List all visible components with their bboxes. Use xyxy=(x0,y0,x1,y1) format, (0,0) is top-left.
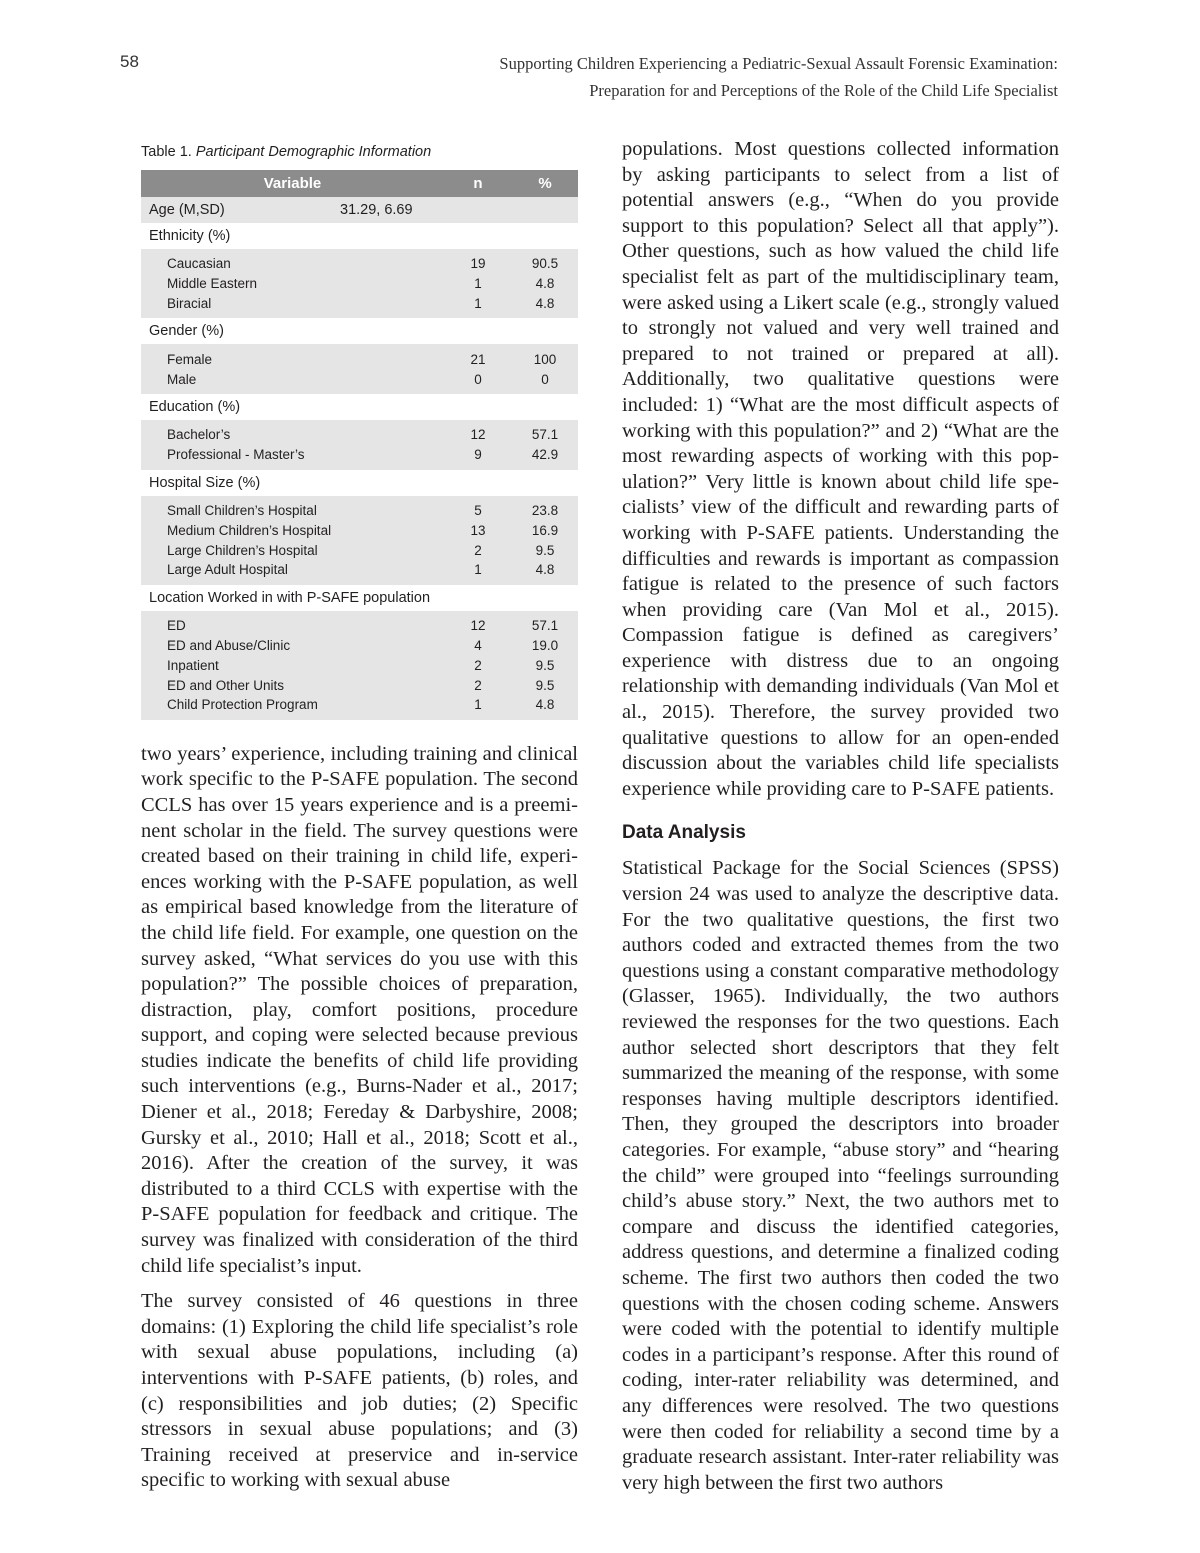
row-n: 1 xyxy=(444,274,512,294)
table-group-row xyxy=(141,470,578,496)
row-label: Professional - Master’s xyxy=(141,445,444,470)
row-n: 13 xyxy=(444,520,512,540)
left-paragraph-1: two years’ experience, including training and clinical work specific to the P-SAFE population. The second CCLS has over 15 years experience and is a preeminent scholar in the field. The survey questions were created based on their training in child life, experiences working with the P-SAFE population, as well as empirical based knowledge from the literature of the child life field. For example, one question on the survey asked, “What services do you use with this population?” The possible choices of preparation, distraction, play, comfort positions, procedure support, and coping were selected because previous studies indicate the benefits of child life providing such interventions (e.g., Burns-Nader et al., 2017; Diener et al., 2018; Fereday & Darbyshire, 2008; Gursky et al., 2010; Hall et al., 2018; Scott et al., 2016). After the creation of the survey, it was distributed to a third CCLS with expertise with the P-SAFE population for feedback and critique. The survey was finalized with consideration of the third child life specialist’s input. xyxy=(141,742,578,1277)
row-n: 19 xyxy=(444,249,512,274)
column-header-percent: % xyxy=(512,170,578,197)
row-percent: 42.9 xyxy=(512,445,578,470)
group-label: Hospital Size (%) xyxy=(149,474,261,491)
row-label: Middle Eastern xyxy=(141,274,444,294)
demographics-table xyxy=(141,170,578,720)
row-n: 2 xyxy=(444,675,512,695)
row-label: Inpatient xyxy=(141,655,444,675)
table-row xyxy=(141,655,578,675)
row-n: 4 xyxy=(444,636,512,656)
table-row xyxy=(141,369,578,394)
table-header-row xyxy=(141,170,578,197)
row-n: 9 xyxy=(444,445,512,470)
table-row xyxy=(141,636,578,656)
row-label: Caucasian xyxy=(141,249,444,274)
row-percent: 0 xyxy=(512,369,578,394)
row-n: 2 xyxy=(444,540,512,560)
row-percent: 4.8 xyxy=(512,294,578,319)
running-header-line-2: Preparation for and Perceptions of the Role of the Child Life Specialist xyxy=(589,81,1058,100)
row-label: Female xyxy=(141,344,444,369)
table-row xyxy=(141,445,578,470)
row-label: ED xyxy=(141,611,444,636)
row-percent: 9.5 xyxy=(512,655,578,675)
group-label: Location Worked in with P-SAFE population xyxy=(149,589,431,606)
row-label: Small Children’s Hospital xyxy=(141,496,444,521)
left-paragraph-2: The survey consisted of 46 questions in three domains: (1) Exploring the child life specialist’s role with sexual abuse populations, including (a) interventions with P-SAFE patients, (b) roles, and (c) responsibilities and job duties; (2) Specific stressors in sexual abuse populations; and (3) Training received at preservice and in-service specific to working with sexual abuse xyxy=(141,1290,578,1492)
row-percent: 16.9 xyxy=(512,520,578,540)
row-percent: 57.1 xyxy=(512,420,578,445)
row-percent: 4.8 xyxy=(512,274,578,294)
row-n: 2 xyxy=(444,655,512,675)
row-n: 12 xyxy=(444,611,512,636)
table-row xyxy=(141,344,578,369)
row-n: 1 xyxy=(444,294,512,319)
table-row xyxy=(141,249,578,274)
group-label: Gender (%) xyxy=(149,323,224,340)
row-n: 5 xyxy=(444,496,512,521)
row-label: Biracial xyxy=(141,294,444,319)
row-label: Large Adult Hospital xyxy=(141,560,444,585)
row-percent: 23.8 xyxy=(512,496,578,521)
table-row-age xyxy=(141,197,578,223)
row-percent: 90.5 xyxy=(512,249,578,274)
table-group-row xyxy=(141,394,578,420)
table-caption-label: Table 1. xyxy=(141,144,192,160)
column-header-n: n xyxy=(444,170,512,197)
table-group-row xyxy=(141,223,578,249)
table-body xyxy=(141,197,578,720)
table-caption xyxy=(141,144,578,160)
table-row xyxy=(141,294,578,319)
row-label: ED and Abuse/Clinic xyxy=(141,636,444,656)
table-caption-title: Participant Demographic Information xyxy=(195,144,432,160)
age-label: Age (M,SD) xyxy=(149,202,225,218)
table-row xyxy=(141,274,578,294)
column-header-variable: Variable xyxy=(141,170,444,197)
table-row xyxy=(141,611,578,636)
row-percent: 4.8 xyxy=(512,560,578,585)
table-row xyxy=(141,496,578,521)
row-percent: 57.1 xyxy=(512,611,578,636)
table-row xyxy=(141,560,578,585)
right-column xyxy=(622,137,1059,1496)
age-value: 31.29, 6.69 xyxy=(340,202,413,218)
section-heading-data-analysis: Data Analysis xyxy=(622,822,746,844)
table-row xyxy=(141,695,578,720)
row-n: 1 xyxy=(444,695,512,720)
table-group-row xyxy=(141,585,578,611)
row-label: ED and Other Units xyxy=(141,675,444,695)
table-row xyxy=(141,675,578,695)
right-paragraph-1: populations. Most questions collected information by asking participants to select from a list of potential answers (e.g., “When do you provide support to this population? Select all that apply”). Other questions, such as how valued the child life specialist felt as part of the multidisciplinary team, were asked using a Likert scale (e.g., strongly valued to strongly not valued and very well trained and prepared to not trained or prepared at all). Additionally, two qualitative questions were included: 1) “What are the most difficult aspects of working with this population?” and 2) “What are the most rewarding aspects of working with this population?” Very little is known about child life specialists’ view of the difficult and rewarding parts of working with P-SAFE patients. Understanding the difficulties and rewards is important as compassion fatigue is related to the presence of such factors when providing care (Van Mol et al., 2015). Compassion fatigue is defined as caregivers’ experience with distress due to an ongoing relationship with demanding individuals (Van Mol et al., 2015). Therefore, the survey provided two qualitative questions to allow for an open-ended discussion about the variables child life specialists experience while providing care to P-SAFE patients. xyxy=(622,138,1059,800)
group-label: Ethnicity (%) xyxy=(149,228,231,244)
row-n: 0 xyxy=(444,369,512,394)
row-label: Large Children’s Hospital xyxy=(141,540,444,560)
row-percent: 19.0 xyxy=(512,636,578,656)
row-n: 21 xyxy=(444,344,512,369)
row-n: 1 xyxy=(444,560,512,585)
table-row xyxy=(141,420,578,445)
table-row xyxy=(141,540,578,560)
table-row xyxy=(141,520,578,540)
right-paragraph-2: Statistical Package for the Social Sciences (SPSS) version 24 was used to analyze the descriptive data. For the two qualitative questions, the first two authors coded and extracted themes from the two questions using a constant comparative methodology (Glasser, 1965). Individually, the two authors reviewed the responses for the two questions. Each author selected short descriptors that they felt summarized the meaning of the response, with some responses having multiple descriptors identified. Then, they grouped the descriptors into broader categories. For example, “abuse story” and “hearing the child” were grouped into “feelings surrounding child’s abuse story.” Next, the two authors met to compare and discuss the identified categories, address questions, and determine a finalized coding scheme. The first two authors then coded the two questions with the chosen coding scheme. Answers were coded with the potential to identify multiple codes in a participant’s response. After this round of coding, inter-rater reliability was determined, and any differences were resolved. The two questions were then coded for reliability a second time by a graduate research assistant. Inter-rater reliability was very high between the first two authors xyxy=(622,857,1059,1494)
row-label: Child Protection Program xyxy=(141,695,444,720)
group-label: Education (%) xyxy=(149,398,241,415)
row-percent: 4.8 xyxy=(512,695,578,720)
running-header-line-1: Supporting Children Experiencing a Pediatric-Sexual Assault Forensic Examination: xyxy=(499,54,1058,73)
left-column xyxy=(141,137,578,1494)
table-group-row xyxy=(141,318,578,344)
row-percent: 100 xyxy=(512,344,578,369)
row-label: Medium Children’s Hospital xyxy=(141,520,444,540)
row-label: Bachelor’s xyxy=(141,420,444,445)
row-n: 12 xyxy=(444,420,512,445)
row-percent: 9.5 xyxy=(512,540,578,560)
row-percent: 9.5 xyxy=(512,675,578,695)
row-label: Male xyxy=(141,369,444,394)
running-header xyxy=(358,50,1058,104)
page-number: 58 xyxy=(120,52,139,71)
